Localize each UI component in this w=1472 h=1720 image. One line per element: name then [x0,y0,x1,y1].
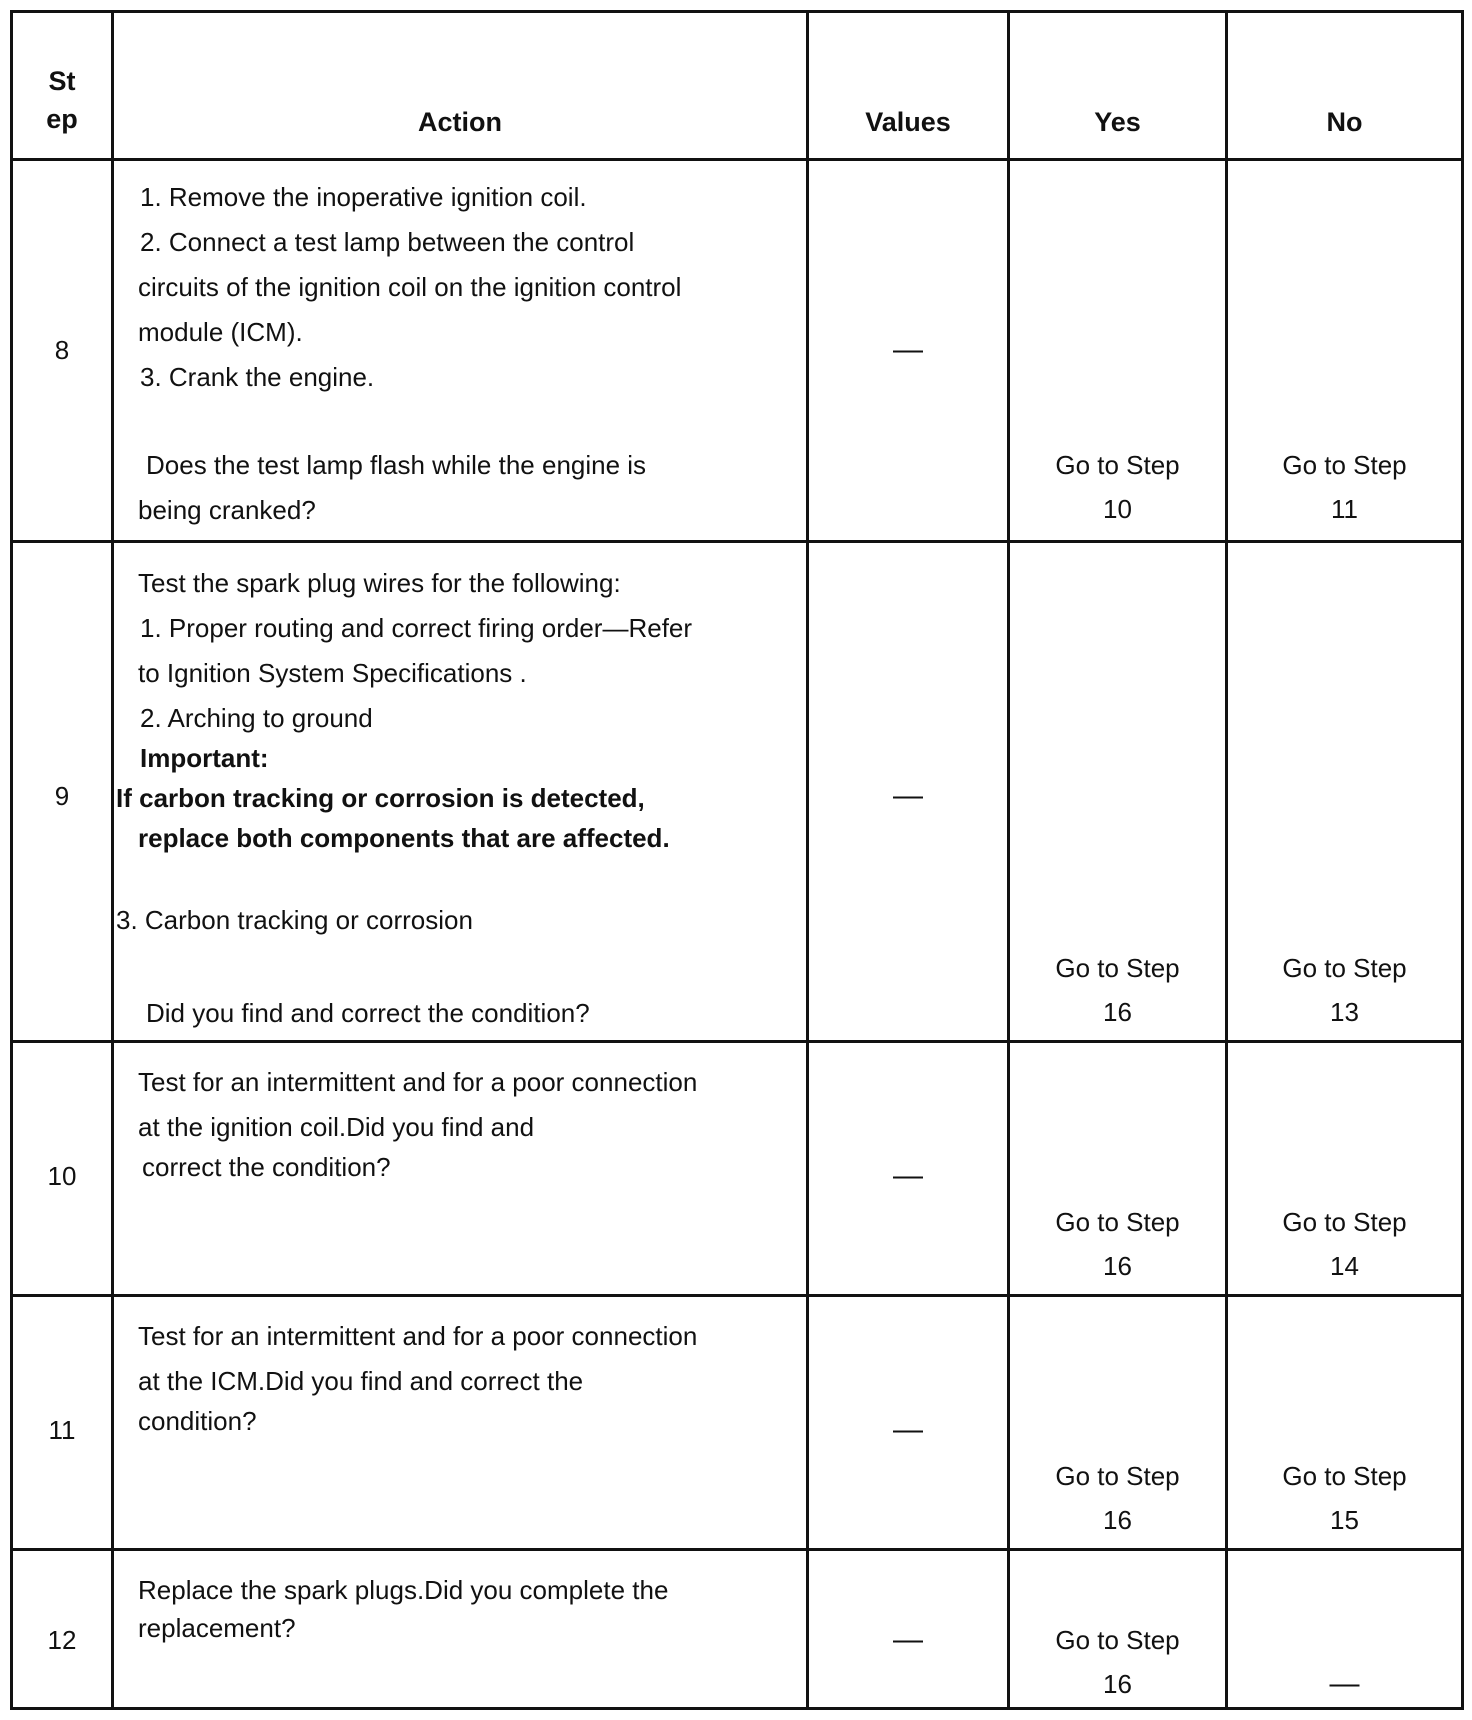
yes-goto-label: Go to Step [1055,450,1180,480]
yes-cell [1010,946,1225,1034]
important-note: replace both components that are affected. [138,823,670,853]
action-line: 1. Remove the inoperative ignition coil. [140,182,587,212]
yes-goto-step: 16 [1103,997,1132,1027]
table-border-left [10,10,13,1710]
yes-cell [1010,1618,1225,1706]
step-number: 10 [47,1161,77,1191]
action-line: 3. Carbon tracking or corrosion [116,905,473,935]
no-cell: — [1329,1667,1360,1700]
no-goto-step: 14 [1330,1251,1359,1281]
action-line: correct the condition? [142,1152,391,1182]
no-cell [1228,1454,1461,1542]
action-line: Test the spark plug wires for the following: [138,568,621,598]
header-yes: Yes [1094,107,1141,137]
no-goto-step: 11 [1331,494,1358,524]
action-line: 3. Crank the engine. [140,362,375,392]
header-step-line2: ep [46,104,78,134]
values-cell: — [893,779,923,812]
no-goto-label: Go to Step [1282,953,1407,983]
row-divider [10,1040,1464,1043]
action-line: Replace the spark plugs.Did you complete the [138,1575,669,1605]
column-divider [806,10,809,1710]
header-step [13,62,111,138]
table-border-top [10,10,1464,13]
action-line: 2. Connect a test lamp between the control [140,227,635,257]
row-divider [10,1548,1464,1551]
yes-goto-step: 16 [1103,1669,1132,1699]
no-goto-step: 13 [1330,997,1359,1027]
important-label: Important: [140,743,269,773]
action-line: condition? [138,1406,257,1436]
action-line: Test for an intermittent and for a poor connection [138,1321,698,1351]
values-cell: — [893,333,923,366]
no-cell [1228,1200,1461,1288]
table-border-bottom [10,1707,1464,1710]
header-values: Values [865,107,951,137]
column-divider [111,10,114,1710]
action-line: being cranked? [138,495,316,525]
action-line: to Ignition System Specifications . [138,658,527,688]
yes-cell [1010,1454,1225,1542]
header-no: No [1326,107,1363,137]
values-cell: — [893,1413,923,1446]
action-line: circuits of the ignition coil on the ignition control [138,272,682,302]
action-line: 2. Arching to ground [140,703,373,733]
row-divider [10,1294,1464,1297]
header-action: Action [418,107,502,137]
no-cell [1228,443,1461,531]
no-goto-label: Go to Step [1282,1207,1407,1237]
yes-goto-label: Go to Step [1055,1461,1180,1491]
action-line: Does the test lamp flash while the engine is [146,450,647,480]
no-goto-step: 15 [1330,1505,1359,1535]
action-line: Test for an intermittent and for a poor connection [138,1067,698,1097]
row-divider [10,158,1464,161]
yes-goto-label: Go to Step [1055,1207,1180,1237]
action-line: module (ICM). [138,317,303,347]
important-note: If carbon tracking or corrosion is detected, [116,783,645,813]
values-cell: — [893,1623,923,1656]
yes-goto-label: Go to Step [1055,953,1180,983]
yes-goto-label: Go to Step [1055,1625,1180,1655]
action-line: at the ICM.Did you find and correct the [138,1366,584,1396]
yes-goto-step: 16 [1103,1505,1132,1535]
header-step-line1: St [48,66,76,96]
yes-goto-step: 10 [1103,494,1132,524]
no-goto-label: Go to Step [1282,1461,1407,1491]
step-number: 8 [54,335,70,365]
yes-cell [1010,443,1225,531]
action-line: Did you find and correct the condition? [146,998,590,1028]
table-border-right [1461,10,1464,1710]
step-number: 11 [48,1415,76,1445]
yes-cell [1010,1200,1225,1288]
diagnostic-table [10,10,1464,1710]
no-goto-label: Go to Step [1282,450,1407,480]
no-cell [1228,946,1461,1034]
yes-goto-step: 16 [1103,1251,1132,1281]
action-line: 1. Proper routing and correct firing order—Refer [140,613,693,643]
step-number: 12 [47,1625,77,1655]
step-number: 9 [54,781,70,811]
values-cell: — [893,1159,923,1192]
row-divider [10,540,1464,543]
action-line: replacement? [138,1613,296,1643]
action-line: at the ignition coil.Did you find and [138,1112,535,1142]
